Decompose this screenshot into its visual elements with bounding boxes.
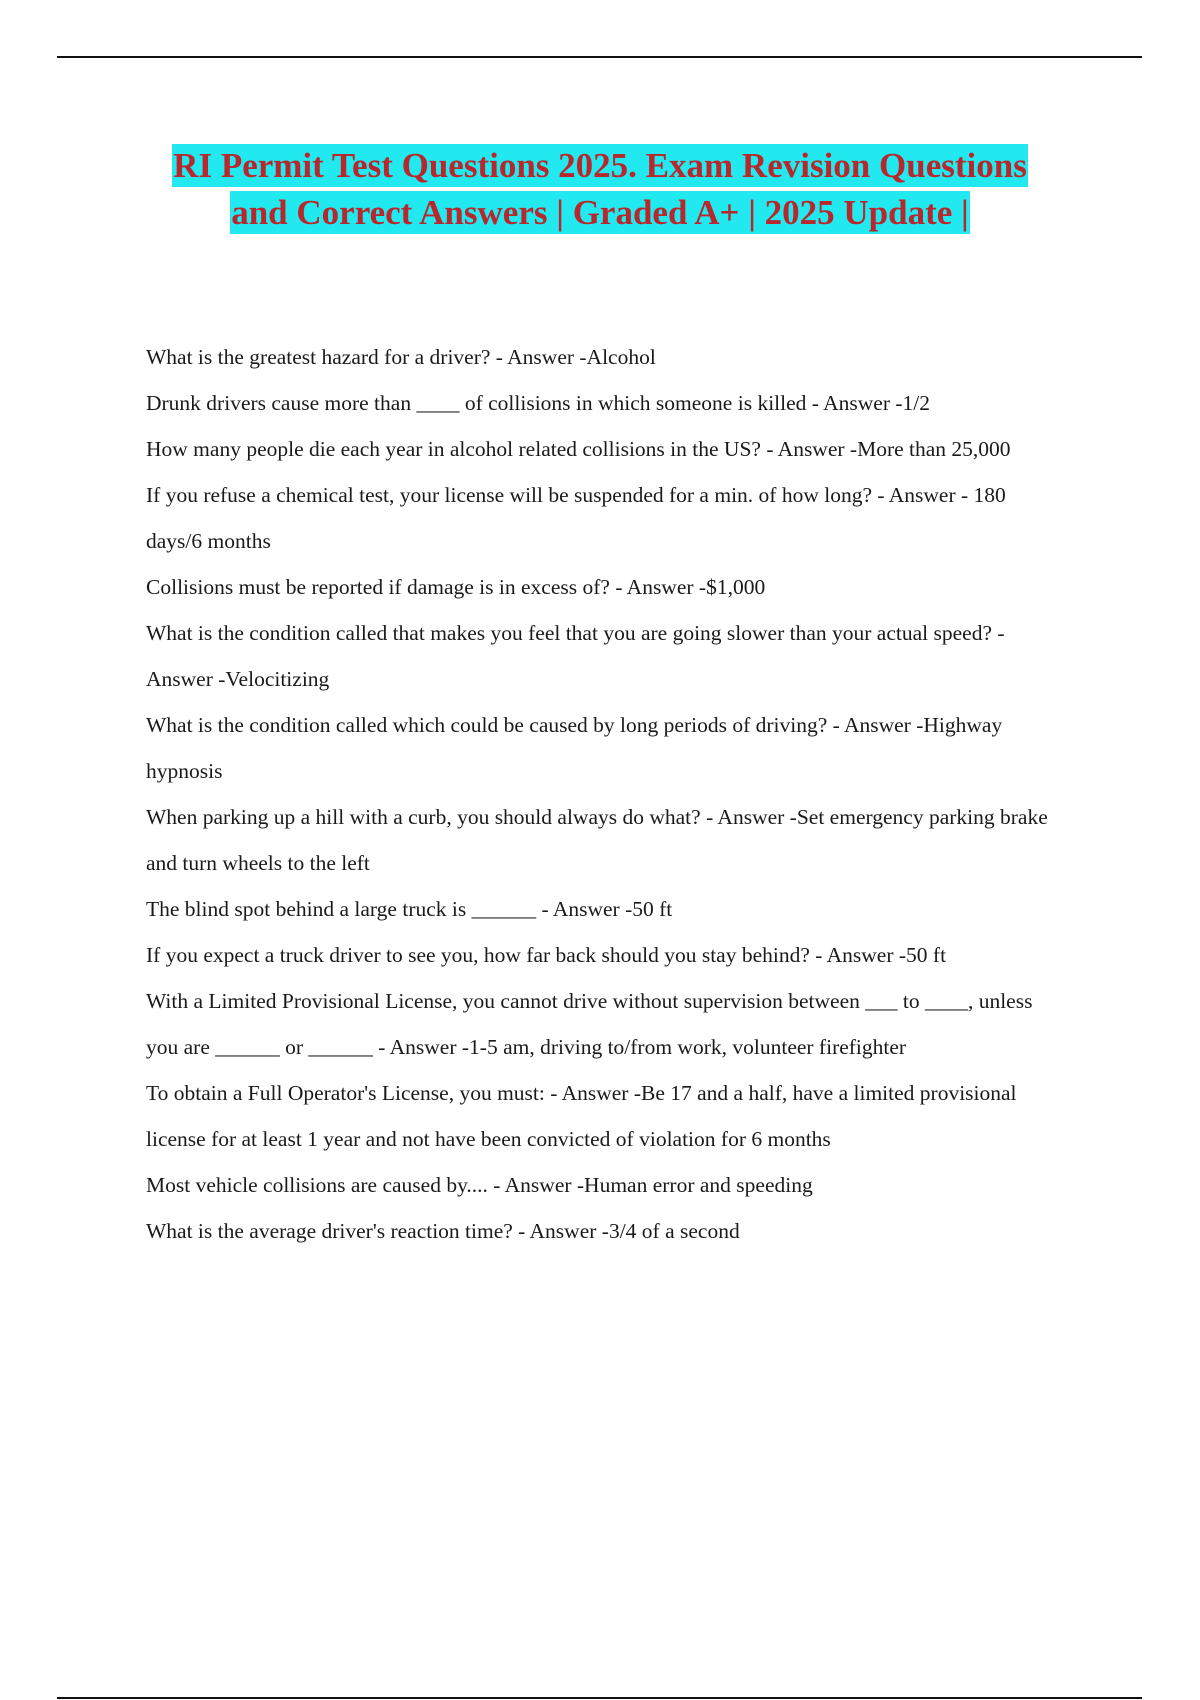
qa-item: What is the greatest hazard for a driver? - Answer -Alcohol: [146, 345, 656, 369]
qa-item: When parking up a hill with a curb, you should always do what? - Answer -Set emergency parking brake: [146, 805, 1048, 829]
title-line-1: RI Permit Test Questions 2025. Exam Revision Questions: [173, 146, 1027, 185]
qa-item: and turn wheels to the left: [146, 851, 370, 875]
title-line-2: and Correct Answers | Graded A+ | 2025 Update |: [231, 193, 969, 232]
qa-list: [146, 342, 1088, 1262]
qa-item: What is the condition called which could be caused by long periods of driving? - Answer -Highway: [146, 713, 1003, 737]
qa-item: What is the condition called that makes you feel that you are going slower than your actual speed? -: [146, 621, 1005, 645]
qa-item: Collisions must be reported if damage is in excess of? - Answer -$1,000: [146, 575, 766, 599]
qa-item: you are ______ or ______ - Answer -1-5 am, driving to/from work, volunteer firefighter: [146, 1035, 907, 1059]
qa-item: If you expect a truck driver to see you, how far back should you stay behind? - Answer -50 ft: [146, 943, 947, 967]
qa-item: What is the average driver's reaction time? - Answer -3/4 of a second: [146, 1219, 740, 1243]
qa-item: Drunk drivers cause more than ____ of collisions in which someone is killed - Answer -1/2: [146, 391, 931, 415]
qa-item: Most vehicle collisions are caused by.... - Answer -Human error and speeding: [146, 1173, 813, 1197]
bottom-rule: [57, 1697, 1142, 1699]
qa-item: How many people die each year in alcohol related collisions in the US? - Answer -More than 25,000: [146, 437, 1011, 461]
qa-item: With a Limited Provisional License, you cannot drive without supervision between ___ to ____, unless: [146, 989, 1033, 1013]
qa-item: The blind spot behind a large truck is ______ - Answer -50 ft: [146, 897, 673, 921]
qa-item: Answer -Velocitizing: [146, 667, 330, 691]
qa-item: To obtain a Full Operator's License, you must: - Answer -Be 17 and a half, have a limited provisional: [146, 1081, 1017, 1105]
qa-item: hypnosis: [146, 759, 223, 783]
qa-item: days/6 months: [146, 529, 271, 553]
qa-item: license for at least 1 year and not have been convicted of violation for 6 months: [146, 1127, 831, 1151]
document-title: [100, 142, 1100, 236]
top-rule: [57, 56, 1142, 58]
qa-item: If you refuse a chemical test, your license will be suspended for a min. of how long? - Answer - 180: [146, 483, 1006, 507]
